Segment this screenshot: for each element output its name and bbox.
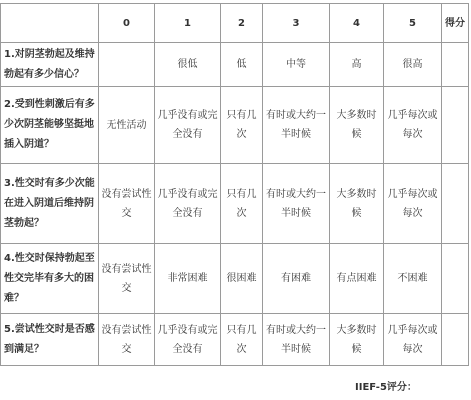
table-row — [1, 314, 469, 366]
answer-cell: 几乎每次或每次 — [384, 87, 442, 164]
answer-cell: 有时或大约一半时候 — [263, 164, 330, 244]
total-score-label: IIEF-5评分： — [355, 382, 417, 393]
header-score-1: 1 — [155, 4, 221, 43]
answer-cell: 不困难 — [384, 244, 442, 314]
answer-cell: 大多数时候 — [330, 314, 384, 366]
iief-table — [0, 3, 469, 366]
answer-cell: 很困难 — [221, 244, 263, 314]
question-text: 4.性交时保持勃起至性交完毕有多大的困难？ — [1, 244, 99, 314]
header-question-cell — [1, 4, 99, 43]
header-points: 得分 — [442, 4, 469, 43]
header-score-2: 2 — [221, 4, 263, 43]
table-row — [1, 43, 469, 87]
answer-cell: 很高 — [384, 43, 442, 87]
header-row — [1, 4, 469, 43]
answer-cell — [99, 43, 155, 87]
answer-cell: 只有几次 — [221, 314, 263, 366]
answer-cell: 几乎没有或完全没有 — [155, 314, 221, 366]
header-score-5: 5 — [384, 4, 442, 43]
answer-cell: 大多数时候 — [330, 164, 384, 244]
question-text: 1.对阴茎勃起及维持勃起有多少信心？ — [1, 43, 99, 87]
answer-cell: 没有尝试性交 — [99, 314, 155, 366]
answer-cell: 只有几次 — [221, 87, 263, 164]
points-cell — [442, 244, 469, 314]
question-text: 5.尝试性交时是否感到满足？ — [1, 314, 99, 366]
points-cell — [442, 43, 469, 87]
answer-cell: 几乎每次或每次 — [384, 314, 442, 366]
header-score-4: 4 — [330, 4, 384, 43]
answer-cell: 只有几次 — [221, 164, 263, 244]
points-cell — [442, 164, 469, 244]
header-score-0: 0 — [99, 4, 155, 43]
question-text: 2.受到性刺激后有多少次阴茎能够坚挺地插入阴道？ — [1, 87, 99, 164]
answer-cell: 中等 — [263, 43, 330, 87]
answer-cell: 几乎没有或完全没有 — [155, 87, 221, 164]
question-text: 3.性交时有多少次能在进入阴道后维持阴茎勃起？ — [1, 164, 99, 244]
answer-cell: 有时或大约一半时候 — [263, 87, 330, 164]
answer-cell: 没有尝试性交 — [99, 164, 155, 244]
points-cell — [442, 314, 469, 366]
table-row — [1, 87, 469, 164]
answer-cell: 很低 — [155, 43, 221, 87]
answer-cell: 有时或大约一半时候 — [263, 314, 330, 366]
answer-cell: 大多数时候 — [330, 87, 384, 164]
answer-cell: 几乎每次或每次 — [384, 164, 442, 244]
table-row — [1, 164, 469, 244]
answer-cell: 低 — [221, 43, 263, 87]
table-row — [1, 244, 469, 314]
answer-cell: 有点困难 — [330, 244, 384, 314]
answer-cell: 无性活动 — [99, 87, 155, 164]
header-score-3: 3 — [263, 4, 330, 43]
answer-cell: 高 — [330, 43, 384, 87]
answer-cell: 有困难 — [263, 244, 330, 314]
answer-cell: 没有尝试性交 — [99, 244, 155, 314]
answer-cell: 非常困难 — [155, 244, 221, 314]
answer-cell: 几乎没有或完全没有 — [155, 164, 221, 244]
points-cell — [442, 87, 469, 164]
